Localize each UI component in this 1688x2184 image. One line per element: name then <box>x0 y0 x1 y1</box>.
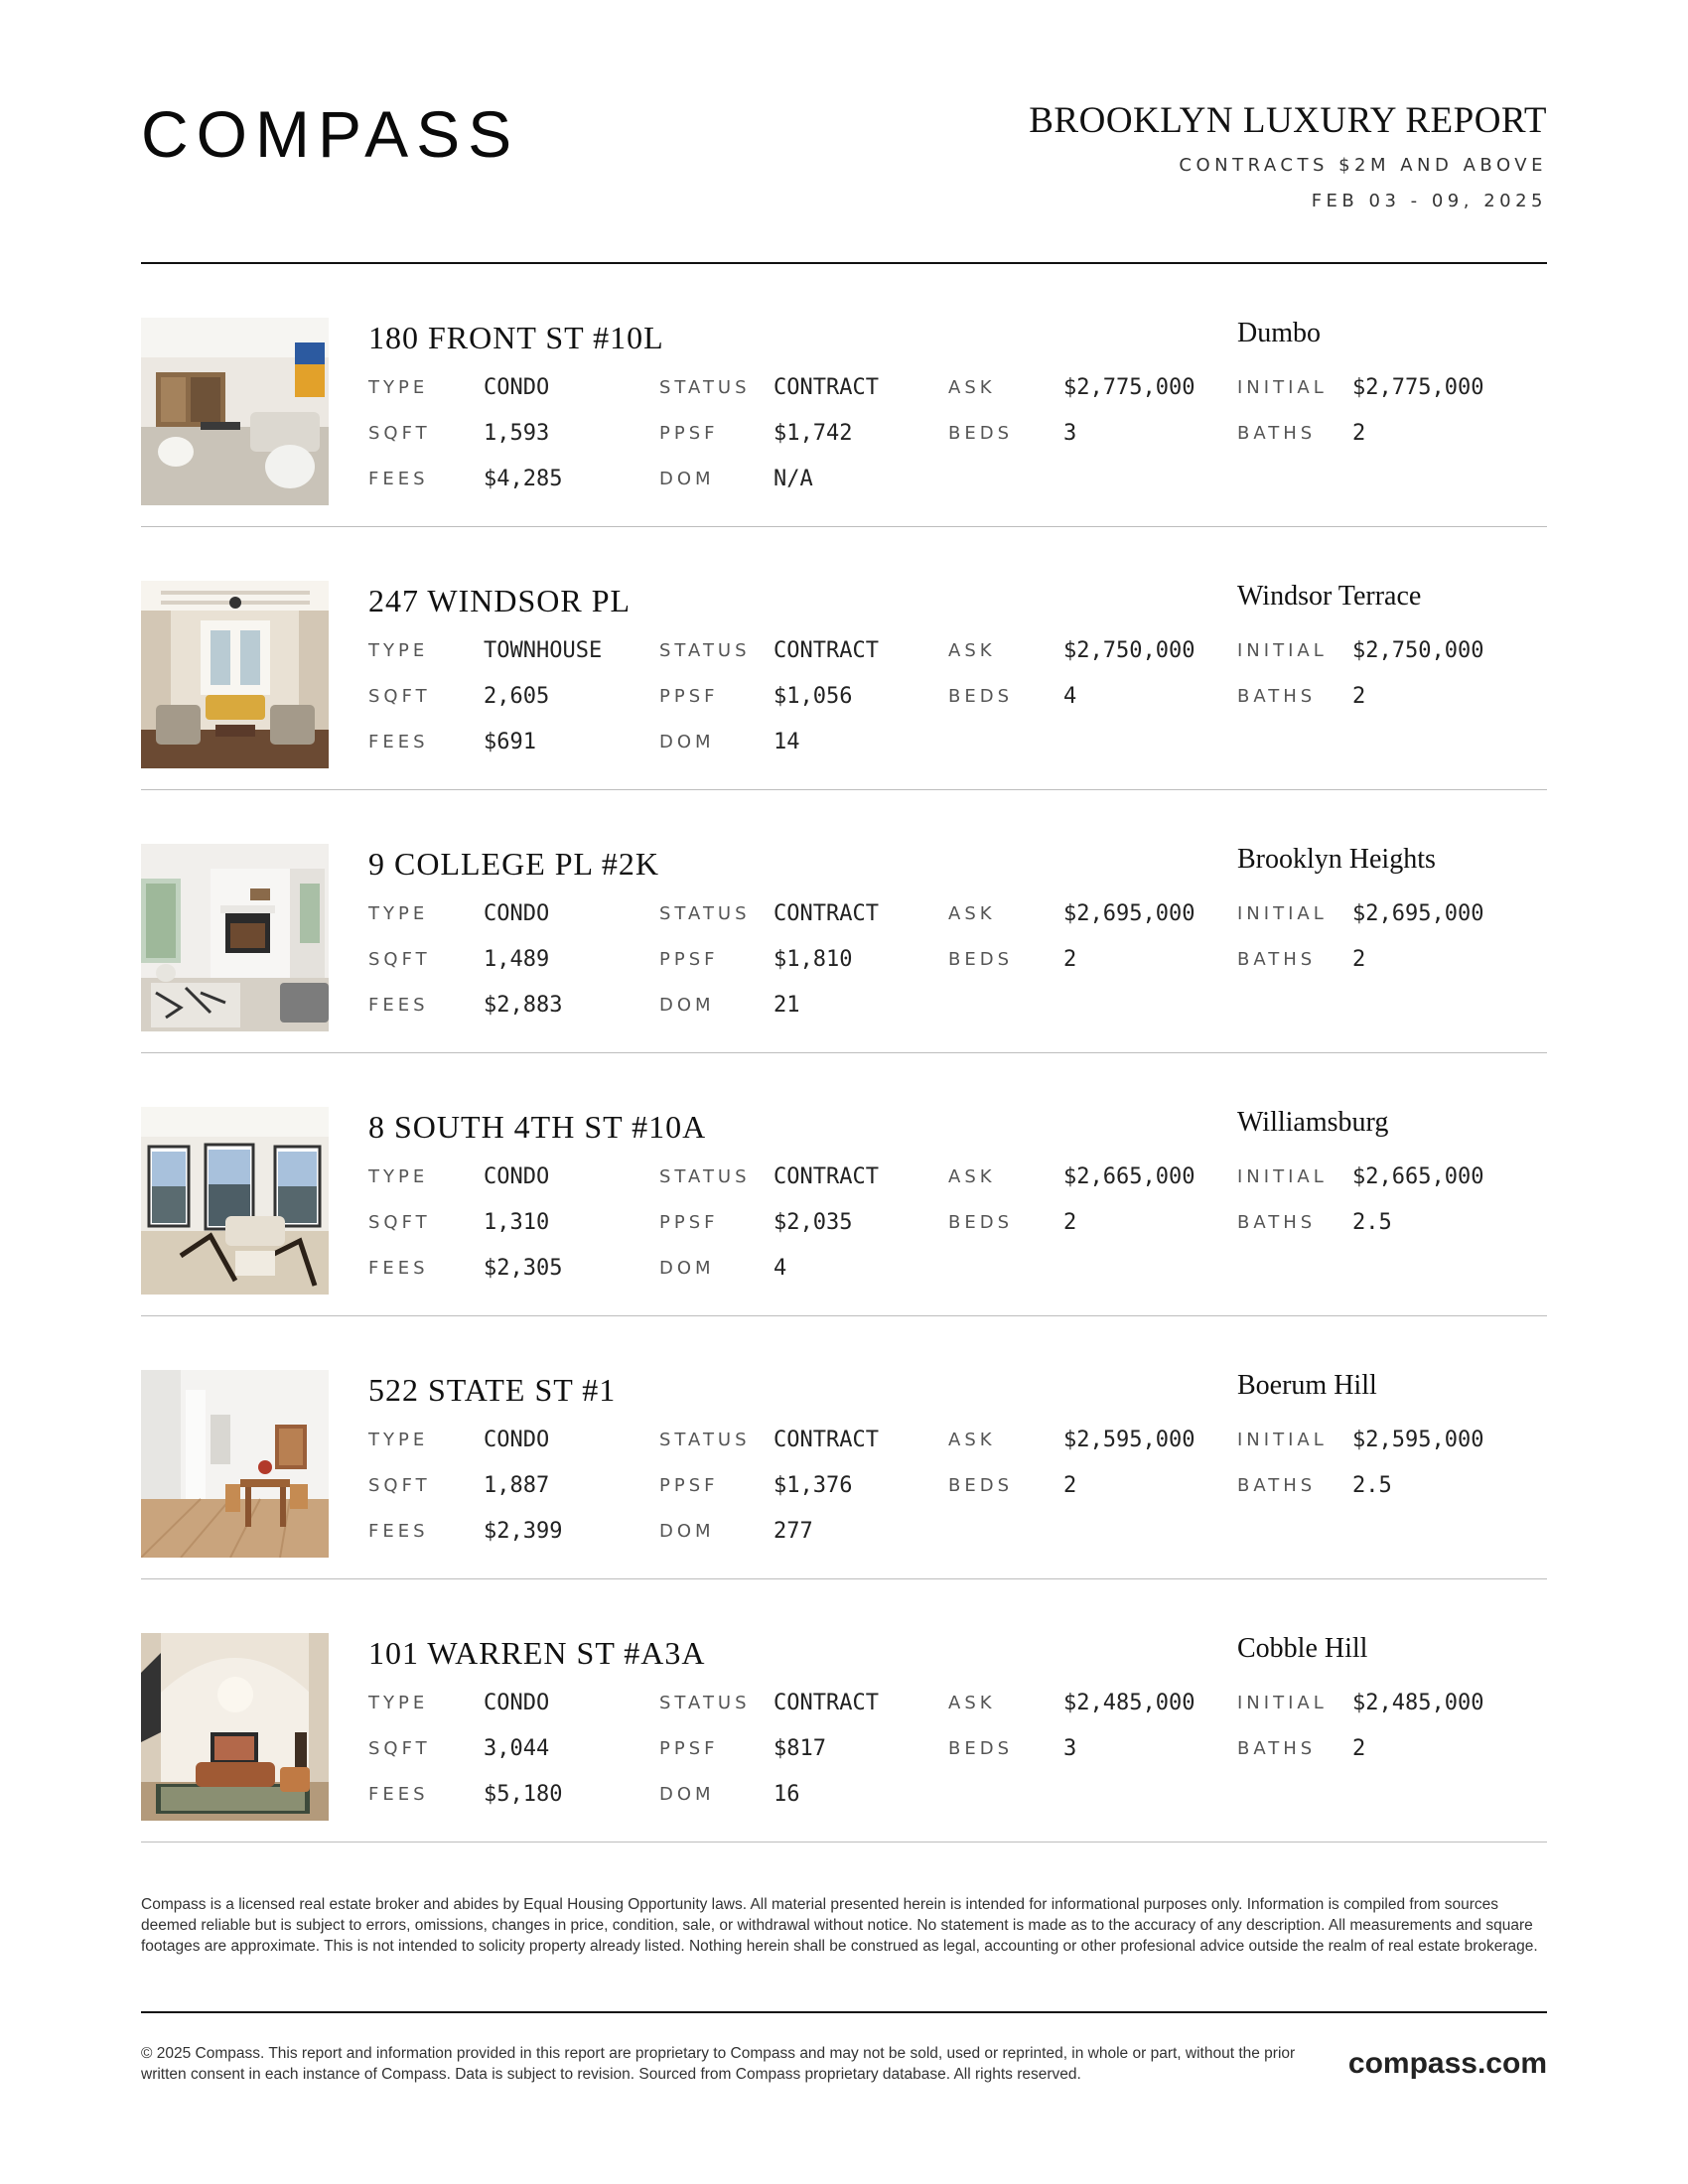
ppsf-value: $1,376 <box>774 1473 853 1498</box>
report-title: BROOKLYN LUXURY REPORT <box>1029 100 1547 141</box>
ppsf-value: $1,056 <box>774 684 853 709</box>
baths-value: 2.5 <box>1352 1210 1392 1235</box>
beds-value: 2 <box>1063 1473 1077 1498</box>
baths-label: BATHS <box>1237 949 1317 970</box>
sqft-label: SQFT <box>368 1212 431 1233</box>
river-view-living-room-photo[interactable] <box>141 1107 329 1295</box>
sqft-label: SQFT <box>368 686 431 707</box>
baths-label: BATHS <box>1237 423 1317 444</box>
initial-label: INITIAL <box>1237 1430 1328 1450</box>
type-label: TYPE <box>368 903 429 924</box>
baths-value: 2 <box>1352 1736 1366 1761</box>
kitchen-living-room-photo-image <box>141 318 329 505</box>
initial-label: INITIAL <box>1237 1166 1328 1187</box>
ppsf-label: PPSF <box>659 949 719 970</box>
sqft-label: SQFT <box>368 949 431 970</box>
dom-label: DOM <box>659 1784 715 1805</box>
status-value: CONTRACT <box>774 901 879 926</box>
dom-label: DOM <box>659 469 715 489</box>
fees-label: FEES <box>368 732 429 752</box>
listing-row-2[interactable] <box>141 527 1547 790</box>
compass-logo <box>141 99 568 169</box>
listing-neighborhood: Williamsburg <box>1237 1107 1389 1138</box>
ask-label: ASK <box>948 640 996 661</box>
beds-label: BEDS <box>948 949 1014 970</box>
type-value: CONDO <box>484 901 550 926</box>
ask-value: $2,775,000 <box>1063 375 1196 400</box>
dom-value: 21 <box>774 993 800 1018</box>
dom-label: DOM <box>659 995 715 1016</box>
status-value: CONTRACT <box>774 1164 879 1189</box>
status-label: STATUS <box>659 1693 751 1713</box>
sqft-value: 1,887 <box>484 1473 550 1498</box>
ppsf-value: $1,742 <box>774 421 853 446</box>
type-label: TYPE <box>368 640 429 661</box>
fees-value: $2,305 <box>484 1256 563 1281</box>
ppsf-value: $1,810 <box>774 947 853 972</box>
arched-living-room-photo-image <box>141 1633 329 1821</box>
listing-neighborhood: Dumbo <box>1237 318 1321 348</box>
baths-value: 2 <box>1352 421 1366 446</box>
beds-label: BEDS <box>948 1475 1014 1496</box>
fees-label: FEES <box>368 1258 429 1279</box>
beds-label: BEDS <box>948 686 1014 707</box>
status-value: CONTRACT <box>774 1428 879 1452</box>
dom-label: DOM <box>659 732 715 752</box>
sqft-value: 1,489 <box>484 947 550 972</box>
sqft-value: 1,310 <box>484 1210 550 1235</box>
baths-value: 2.5 <box>1352 1473 1392 1498</box>
townhouse-living-room-photo-image <box>141 581 329 768</box>
report-date: FEB 03 - 09, 2025 <box>1311 191 1547 211</box>
type-value: CONDO <box>484 375 550 400</box>
townhouse-living-room-photo[interactable] <box>141 581 329 768</box>
fees-value: $2,883 <box>484 993 563 1018</box>
status-label: STATUS <box>659 1166 751 1187</box>
ppsf-label: PPSF <box>659 1212 719 1233</box>
initial-value: $2,595,000 <box>1352 1428 1484 1452</box>
sqft-value: 3,044 <box>484 1736 550 1761</box>
baths-value: 2 <box>1352 947 1366 972</box>
dining-room-photo[interactable] <box>141 1370 329 1558</box>
ppsf-label: PPSF <box>659 1738 719 1759</box>
type-value: CONDO <box>484 1428 550 1452</box>
kitchen-living-room-photo[interactable] <box>141 318 329 505</box>
status-label: STATUS <box>659 903 751 924</box>
sqft-value: 2,605 <box>484 684 550 709</box>
listing-neighborhood: Windsor Terrace <box>1237 581 1422 612</box>
status-value: CONTRACT <box>774 1691 879 1715</box>
ask-label: ASK <box>948 1693 996 1713</box>
initial-label: INITIAL <box>1237 1693 1328 1713</box>
status-label: STATUS <box>659 1430 751 1450</box>
ask-label: ASK <box>948 1166 996 1187</box>
beds-value: 2 <box>1063 947 1077 972</box>
initial-value: $2,750,000 <box>1352 638 1484 663</box>
initial-label: INITIAL <box>1237 377 1328 398</box>
listing-row-3[interactable] <box>141 790 1547 1053</box>
ask-value: $2,595,000 <box>1063 1428 1196 1452</box>
fees-value: $5,180 <box>484 1782 563 1807</box>
dom-label: DOM <box>659 1521 715 1542</box>
listing-address[interactable]: 8 SOUTH 4TH ST #10A <box>368 1109 707 1145</box>
dom-value: 4 <box>774 1256 787 1281</box>
status-label: STATUS <box>659 640 751 661</box>
report-subtitle: CONTRACTS $2M AND ABOVE <box>1179 155 1547 176</box>
initial-value: $2,665,000 <box>1352 1164 1484 1189</box>
ppsf-label: PPSF <box>659 686 719 707</box>
copyright-text: © 2025 Compass. This report and information provided in this report are proprietary to Compass and may not be sold, used or reprinted, in whole or part, without the prior written consent in each instance of Compass. Data is subject to revision. Sourced from Compass proprietary database. All rights reserved. <box>141 2045 1296 2083</box>
ppsf-value: $2,035 <box>774 1210 853 1235</box>
fees-value: $691 <box>484 730 536 754</box>
fireplace-living-room-photo[interactable] <box>141 844 329 1031</box>
ask-value: $2,750,000 <box>1063 638 1196 663</box>
fees-value: $4,285 <box>484 467 563 491</box>
ask-label: ASK <box>948 377 996 398</box>
river-view-living-room-photo-image <box>141 1107 329 1295</box>
beds-value: 2 <box>1063 1210 1077 1235</box>
ask-value: $2,695,000 <box>1063 901 1196 926</box>
listing-address[interactable]: 180 FRONT ST #10L <box>368 320 664 355</box>
dining-room-photo-image <box>141 1370 329 1558</box>
listing-address[interactable]: 247 WINDSOR PL <box>368 583 632 618</box>
initial-label: INITIAL <box>1237 640 1328 661</box>
listing-row-1[interactable] <box>141 264 1547 527</box>
beds-value: 3 <box>1063 1736 1077 1761</box>
sqft-label: SQFT <box>368 1738 431 1759</box>
fees-label: FEES <box>368 469 429 489</box>
beds-label: BEDS <box>948 1738 1014 1759</box>
listing-row-5[interactable] <box>141 1316 1547 1579</box>
listing-neighborhood: Brooklyn Heights <box>1237 844 1436 875</box>
baths-value: 2 <box>1352 684 1366 709</box>
beds-label: BEDS <box>948 1212 1014 1233</box>
ask-label: ASK <box>948 1430 996 1450</box>
listing-row-6[interactable] <box>141 1579 1547 1843</box>
type-value: CONDO <box>484 1164 550 1189</box>
sqft-label: SQFT <box>368 423 431 444</box>
baths-label: BATHS <box>1237 686 1317 707</box>
fees-label: FEES <box>368 1784 429 1805</box>
listing-neighborhood: Boerum Hill <box>1237 1370 1377 1401</box>
type-value: CONDO <box>484 1691 550 1715</box>
fireplace-living-room-photo-image <box>141 844 329 1031</box>
status-label: STATUS <box>659 377 751 398</box>
listing-row-4[interactable] <box>141 1053 1547 1316</box>
baths-label: BATHS <box>1237 1212 1317 1233</box>
type-label: TYPE <box>368 377 429 398</box>
dom-value: N/A <box>774 467 813 491</box>
fees-label: FEES <box>368 1521 429 1542</box>
disclaimer-text: Compass is a licensed real estate broker and abides by Equal Housing Opportunity laws. All material presented herein is intended for informational purposes only. Information is compiled from sources deemed reliable but is subject to errors, omissions, changes in price, condition, sale, or withdrawal without notice. No statement is made as to the accuracy of any description. All measurements and square footages are approximate. This is not intended to solicity property already listed. Nothing herein shall be construed as legal, accounting or other profesional advice outside the realm of real estate brokerage. <box>141 1896 1538 1955</box>
listing-neighborhood: Cobble Hill <box>1237 1633 1368 1664</box>
initial-label: INITIAL <box>1237 903 1328 924</box>
status-value: CONTRACT <box>774 638 879 663</box>
ppsf-label: PPSF <box>659 423 719 444</box>
ppsf-value: $817 <box>774 1736 826 1761</box>
dom-value: 14 <box>774 730 800 754</box>
type-label: TYPE <box>368 1693 429 1713</box>
type-label: TYPE <box>368 1430 429 1450</box>
ask-value: $2,665,000 <box>1063 1164 1196 1189</box>
dom-value: 277 <box>774 1519 813 1544</box>
initial-value: $2,485,000 <box>1352 1691 1484 1715</box>
ppsf-label: PPSF <box>659 1475 719 1496</box>
beds-value: 3 <box>1063 421 1077 446</box>
fees-value: $2,399 <box>484 1519 563 1544</box>
compass-site-link[interactable]: compass.com <box>1347 2047 1547 2080</box>
sqft-label: SQFT <box>368 1475 431 1496</box>
baths-label: BATHS <box>1237 1738 1317 1759</box>
type-label: TYPE <box>368 1166 429 1187</box>
type-value: TOWNHOUSE <box>484 638 603 663</box>
logo-text: COMPASS <box>141 97 520 171</box>
ask-label: ASK <box>948 903 996 924</box>
initial-value: $2,695,000 <box>1352 901 1484 926</box>
listing-address[interactable]: 9 COLLEGE PL #2K <box>368 846 660 882</box>
sqft-value: 1,593 <box>484 421 550 446</box>
ask-value: $2,485,000 <box>1063 1691 1196 1715</box>
beds-value: 4 <box>1063 684 1077 709</box>
status-value: CONTRACT <box>774 375 879 400</box>
listing-address[interactable]: 101 WARREN ST #A3A <box>368 1635 706 1671</box>
dom-value: 16 <box>774 1782 800 1807</box>
beds-label: BEDS <box>948 423 1014 444</box>
arched-living-room-photo[interactable] <box>141 1633 329 1821</box>
initial-value: $2,775,000 <box>1352 375 1484 400</box>
footer-divider <box>141 2011 1547 2013</box>
listing-address[interactable]: 522 STATE ST #1 <box>368 1372 617 1408</box>
fees-label: FEES <box>368 995 429 1016</box>
row-divider <box>141 1842 1547 1843</box>
baths-label: BATHS <box>1237 1475 1317 1496</box>
dom-label: DOM <box>659 1258 715 1279</box>
